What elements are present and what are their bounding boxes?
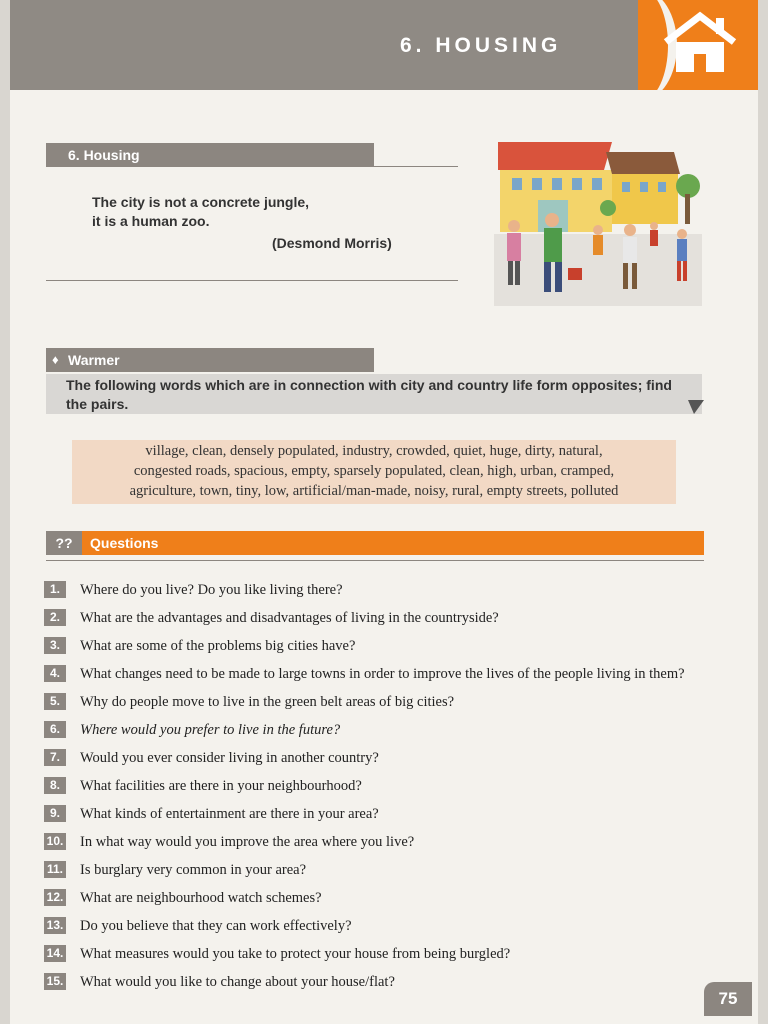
flame-icon: ♦ [52, 352, 59, 367]
warmer-title-bar [46, 348, 374, 372]
question-number: 5. [44, 693, 66, 710]
question-number: 12. [44, 889, 66, 906]
quote-line-1: The city is not a concrete jungle, [92, 194, 310, 210]
question-item [44, 580, 724, 604]
question-text: What are the advantages and disadvantages of living in the countryside? [80, 610, 499, 626]
question-number: 15. [44, 973, 66, 990]
question-number: 8. [44, 777, 66, 794]
question-item [44, 636, 724, 660]
word-list [72, 441, 676, 501]
question-number: 11. [44, 861, 66, 878]
question-number: 3. [44, 637, 66, 654]
section-rule [374, 166, 458, 167]
question-item [44, 608, 724, 632]
question-number: 14. [44, 945, 66, 962]
question-item [44, 804, 724, 828]
question-item [44, 916, 724, 940]
quote-line-2: it is a human zoo. [92, 213, 210, 229]
question-number: 10. [44, 833, 66, 850]
question-text: What are some of the problems big cities have? [80, 638, 356, 654]
city-street-illustration [494, 134, 702, 306]
quote-rule [46, 280, 458, 281]
section-title: 6. Housing [68, 147, 140, 163]
questions-title: Questions [90, 535, 159, 551]
question-item [44, 832, 724, 856]
warmer-title: Warmer [68, 352, 120, 368]
question-item [44, 972, 724, 996]
question-item [44, 748, 724, 772]
question-item [44, 692, 724, 716]
question-number: 4. [44, 665, 66, 682]
question-text: Where do you live? Do you like living there? [80, 582, 343, 598]
question-number: 2. [44, 609, 66, 626]
question-text: Is burglary very common in your area? [80, 862, 307, 878]
question-number: 7. [44, 749, 66, 766]
question-text: Where would you prefer to live in the future? [80, 722, 341, 738]
question-number: 9. [44, 805, 66, 822]
word-list-line-3: agriculture, town, tiny, low, artificial/man-made, noisy, rural, empty streets, polluted [129, 483, 619, 499]
question-text: Would you ever consider living in another country? [80, 750, 379, 766]
question-number: 1. [44, 581, 66, 598]
quote [92, 193, 309, 231]
question-text: What would you like to change about your house/flat? [80, 974, 395, 990]
question-text: What facilities are there in your neighbourhood? [80, 778, 362, 794]
question-text: Do you believe that they can work effectively? [80, 918, 352, 934]
question-number: 13. [44, 917, 66, 934]
section-title-bar [46, 143, 374, 167]
page-number: 75 [704, 982, 752, 1016]
warmer-instruction: The following words which are in connection with city and country life form opposites; find the pairs. [66, 377, 672, 412]
page-title: 6. HOUSING [400, 34, 562, 57]
question-marks-icon: ?? [46, 531, 82, 555]
question-list [44, 580, 724, 1000]
question-text: What measures would you take to protect your house from being burgled? [80, 946, 511, 962]
question-item [44, 720, 724, 744]
textbook-page [10, 0, 758, 1024]
word-list-line-2: congested roads, spacious, empty, sparsely populated, clean, high, urban, cramped, [133, 463, 615, 479]
question-number: 6. [44, 721, 66, 738]
question-text: What are neighbourhood watch schemes? [80, 890, 322, 906]
question-item [44, 888, 724, 912]
question-text: In what way would you improve the area where you live? [80, 834, 415, 850]
word-list-line-1: village, clean, densely populated, industry, crowded, quiet, huge, dirty, natural, [145, 443, 603, 459]
question-item [44, 664, 724, 688]
question-text: What kinds of entertainment are there in your area? [80, 806, 379, 822]
question-item [44, 776, 724, 800]
house-icon [660, 10, 740, 76]
question-item [44, 860, 724, 884]
questions-rule [46, 560, 704, 561]
question-text: What changes need to be made to large towns in order to improve the lives of the people living in them? [80, 666, 685, 682]
question-text: Why do people move to live in the green belt areas of big cities? [80, 694, 455, 710]
question-item [44, 944, 724, 968]
quote-author: (Desmond Morris) [272, 235, 392, 251]
